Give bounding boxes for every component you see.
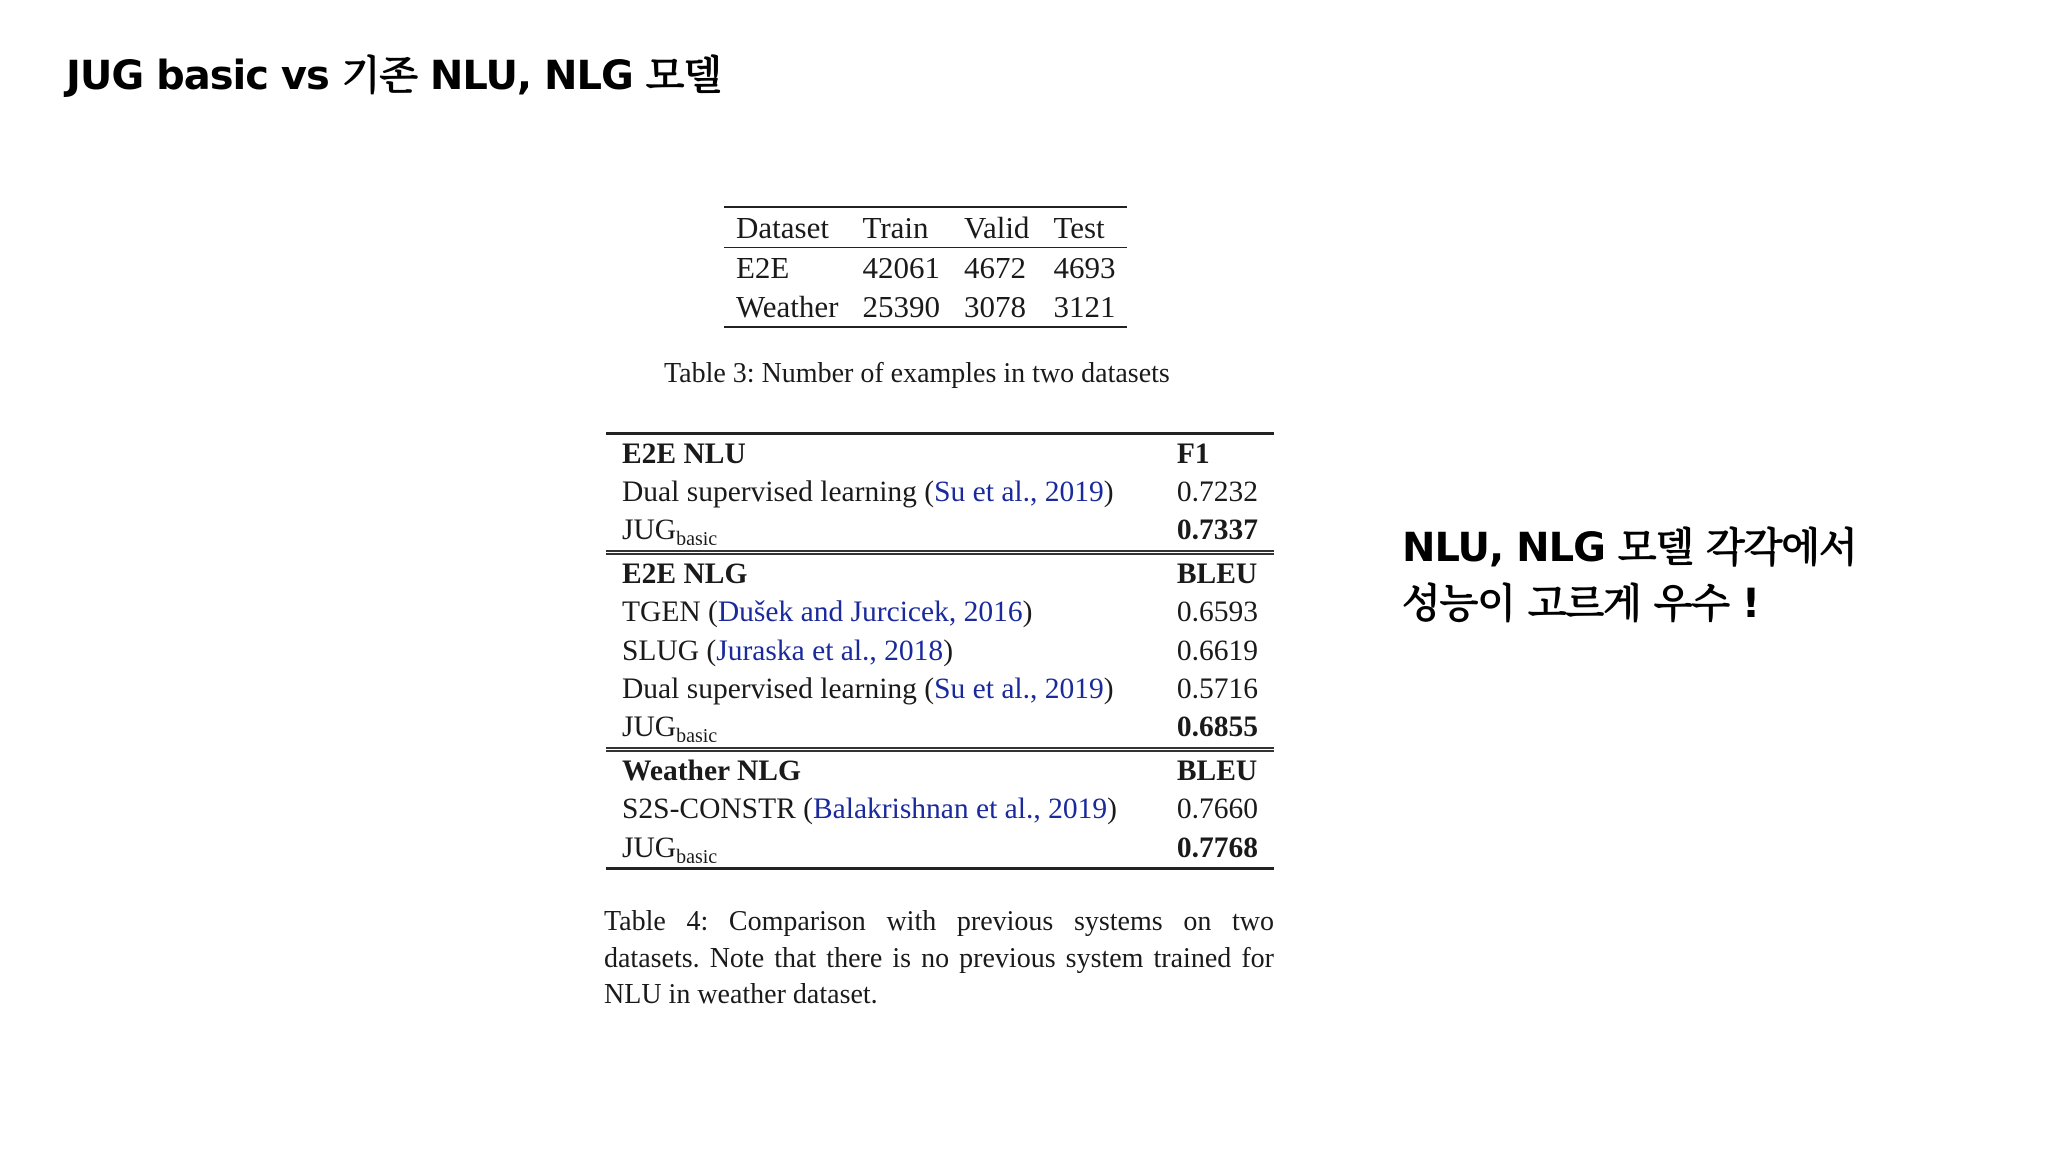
table-row xyxy=(606,512,1274,553)
system-name-cell: SLUG (Juraska et al., 2018) xyxy=(622,634,954,667)
system-subscript: basic xyxy=(676,845,718,868)
section-title: E2E NLG xyxy=(606,553,1161,594)
system-name-cell xyxy=(606,829,1161,869)
citation-link[interactable]: Dušek and Jurcicek, 2016 xyxy=(717,596,1023,629)
system-name-cell xyxy=(606,512,1161,553)
system-name-cell: S2S-CONSTR (Balakrishnan et al., 2019) xyxy=(622,793,1117,826)
score-cell: 0.7232 xyxy=(1176,476,1258,509)
system-subscript: basic xyxy=(676,528,718,551)
metric-header: F1 xyxy=(1176,437,1210,470)
table-row xyxy=(606,709,1274,750)
system-name-cell xyxy=(606,709,1161,750)
column-header: Test xyxy=(1053,209,1105,245)
score-cell: 0.7337 xyxy=(1176,514,1258,547)
column-header: Valid xyxy=(964,209,1030,245)
section-title: Weather NLG xyxy=(606,750,1161,791)
score-cell: 0.7768 xyxy=(1176,831,1258,864)
table-cell: E2E xyxy=(736,249,790,285)
table-cell: 4672 xyxy=(964,249,1026,285)
table-row xyxy=(606,473,1274,511)
column-header: Train xyxy=(862,209,929,245)
table-3-caption: Table 3: Number of examples in two datasets xyxy=(664,358,1170,389)
system-name-cell: Dual supervised learning (Su et al., 2019) xyxy=(622,476,1114,509)
metric-header: BLEU xyxy=(1161,750,1274,791)
table-row xyxy=(606,670,1274,708)
table-cell: 3078 xyxy=(964,288,1026,324)
section-header-row xyxy=(606,750,1274,791)
table-cell: Weather xyxy=(736,288,839,324)
metric-header: BLEU xyxy=(1161,553,1274,594)
score-cell: 0.6855 xyxy=(1176,711,1258,744)
section-header-row xyxy=(606,434,1274,474)
system-name-cell: TGEN (Dušek and Jurcicek, 2016) xyxy=(622,596,1033,629)
citation-link[interactable]: Su et al., 2019 xyxy=(934,476,1104,509)
table-row xyxy=(606,829,1274,869)
table-header-row xyxy=(724,207,1127,248)
table-row xyxy=(724,287,1127,327)
citation-link[interactable]: Juraska et al., 2018 xyxy=(716,634,944,667)
table-cell: 3121 xyxy=(1053,288,1116,324)
slide-title: JUG basic vs 기존 NLU, NLG 모델 xyxy=(66,53,722,99)
table-row xyxy=(606,791,1274,829)
table-row xyxy=(606,594,1274,632)
dataset-size-table xyxy=(724,206,1127,328)
table-row xyxy=(724,248,1127,288)
table-cell: 25390 xyxy=(862,288,940,324)
score-cell: 0.6593 xyxy=(1176,596,1258,629)
score-cell: 0.5716 xyxy=(1176,673,1258,706)
score-cell: 0.6619 xyxy=(1176,634,1258,667)
note-line: NLU, NLG 모델 각각에서 xyxy=(1402,525,1857,571)
note-line: 성능이 고르게 우수 ! xyxy=(1402,581,1760,627)
system-name: JUG xyxy=(622,514,677,547)
column-header: Dataset xyxy=(736,209,829,245)
system-name: Dual supervised learning xyxy=(622,476,917,509)
table-row xyxy=(606,632,1274,670)
system-name-cell: Dual supervised learning (Su et al., 2019) xyxy=(622,673,1114,706)
section-header-row xyxy=(606,553,1274,594)
table-4-caption: Table 4: Comparison with previous systems on two datasets. Note that there is no previous system trained for NLU in weather dataset. xyxy=(604,906,1274,1010)
system-name: SLUG xyxy=(622,634,700,667)
system-name: JUG xyxy=(622,711,677,744)
comparison-table xyxy=(606,432,1274,870)
table-cell: 4693 xyxy=(1053,249,1116,285)
citation-link[interactable]: Su et al., 2019 xyxy=(934,673,1104,706)
score-cell: 0.7660 xyxy=(1176,793,1258,826)
section-title: E2E NLU xyxy=(622,437,746,470)
system-name: JUG xyxy=(622,831,677,864)
system-name: TGEN xyxy=(622,596,701,629)
system-name: S2S-CONSTR xyxy=(622,793,796,826)
system-subscript: basic xyxy=(676,725,718,748)
citation-link[interactable]: Balakrishnan et al., 2019 xyxy=(812,793,1108,826)
takeaway-note xyxy=(1402,520,1857,632)
table-cell: 42061 xyxy=(862,249,940,285)
system-name: Dual supervised learning xyxy=(622,673,917,706)
